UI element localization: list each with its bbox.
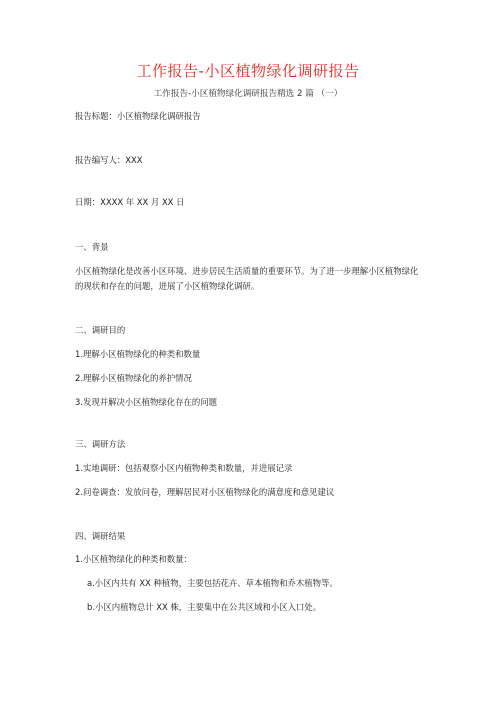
purpose-item: 2.理解小区植物绿化的养护情况 xyxy=(75,373,192,383)
background-paragraph: 小区植物绿化是改善小区环境、进步居民生活质量的重要环节。为了进一步理解小区植物绿化的现状和存在的问题，进展了小区植物绿化调研。 xyxy=(75,266,419,291)
method-item: 2.问卷调查：发放问卷，理解居民对小区植物绿化的满意度和意见建议 xyxy=(75,487,335,497)
results-heading: 四、调研结果 xyxy=(75,531,126,541)
results-subheading: 1.小区植物绿化的种类和数量： xyxy=(75,554,192,564)
author-line: 报告编写人：XXX xyxy=(75,155,143,165)
report-title-line: 报告标题：小区植物绿化调研报告 xyxy=(75,111,201,121)
document-subtitle: 工作报告-小区植物绿化调研报告精选 2 篇 （一） xyxy=(153,89,343,99)
method-heading: 三、调研方法 xyxy=(75,439,126,449)
purpose-item: 3.发现并解决小区植物绿化存在的问题 xyxy=(75,397,217,407)
background-heading: 一、背景 xyxy=(75,242,109,252)
method-item: 1.实地调研：包括观察小区内植物种类和数量，并进展记录 xyxy=(75,463,293,473)
purpose-item: 1.理解小区植物绿化的种类和数量 xyxy=(75,349,201,359)
date-line: 日期：XXXX 年 XX 月 XX 日 xyxy=(75,197,185,207)
document-title: 工作报告-小区植物绿化调研报告 xyxy=(136,62,360,80)
results-item: a.小区内共有 XX 种植物，主要包括花卉、草本植物和乔木植物等。 xyxy=(87,578,338,588)
results-item: b.小区内植物总计 XX 株，主要集中在公共区域和小区入口处。 xyxy=(87,602,322,612)
purpose-heading: 二、调研目的 xyxy=(75,325,126,335)
